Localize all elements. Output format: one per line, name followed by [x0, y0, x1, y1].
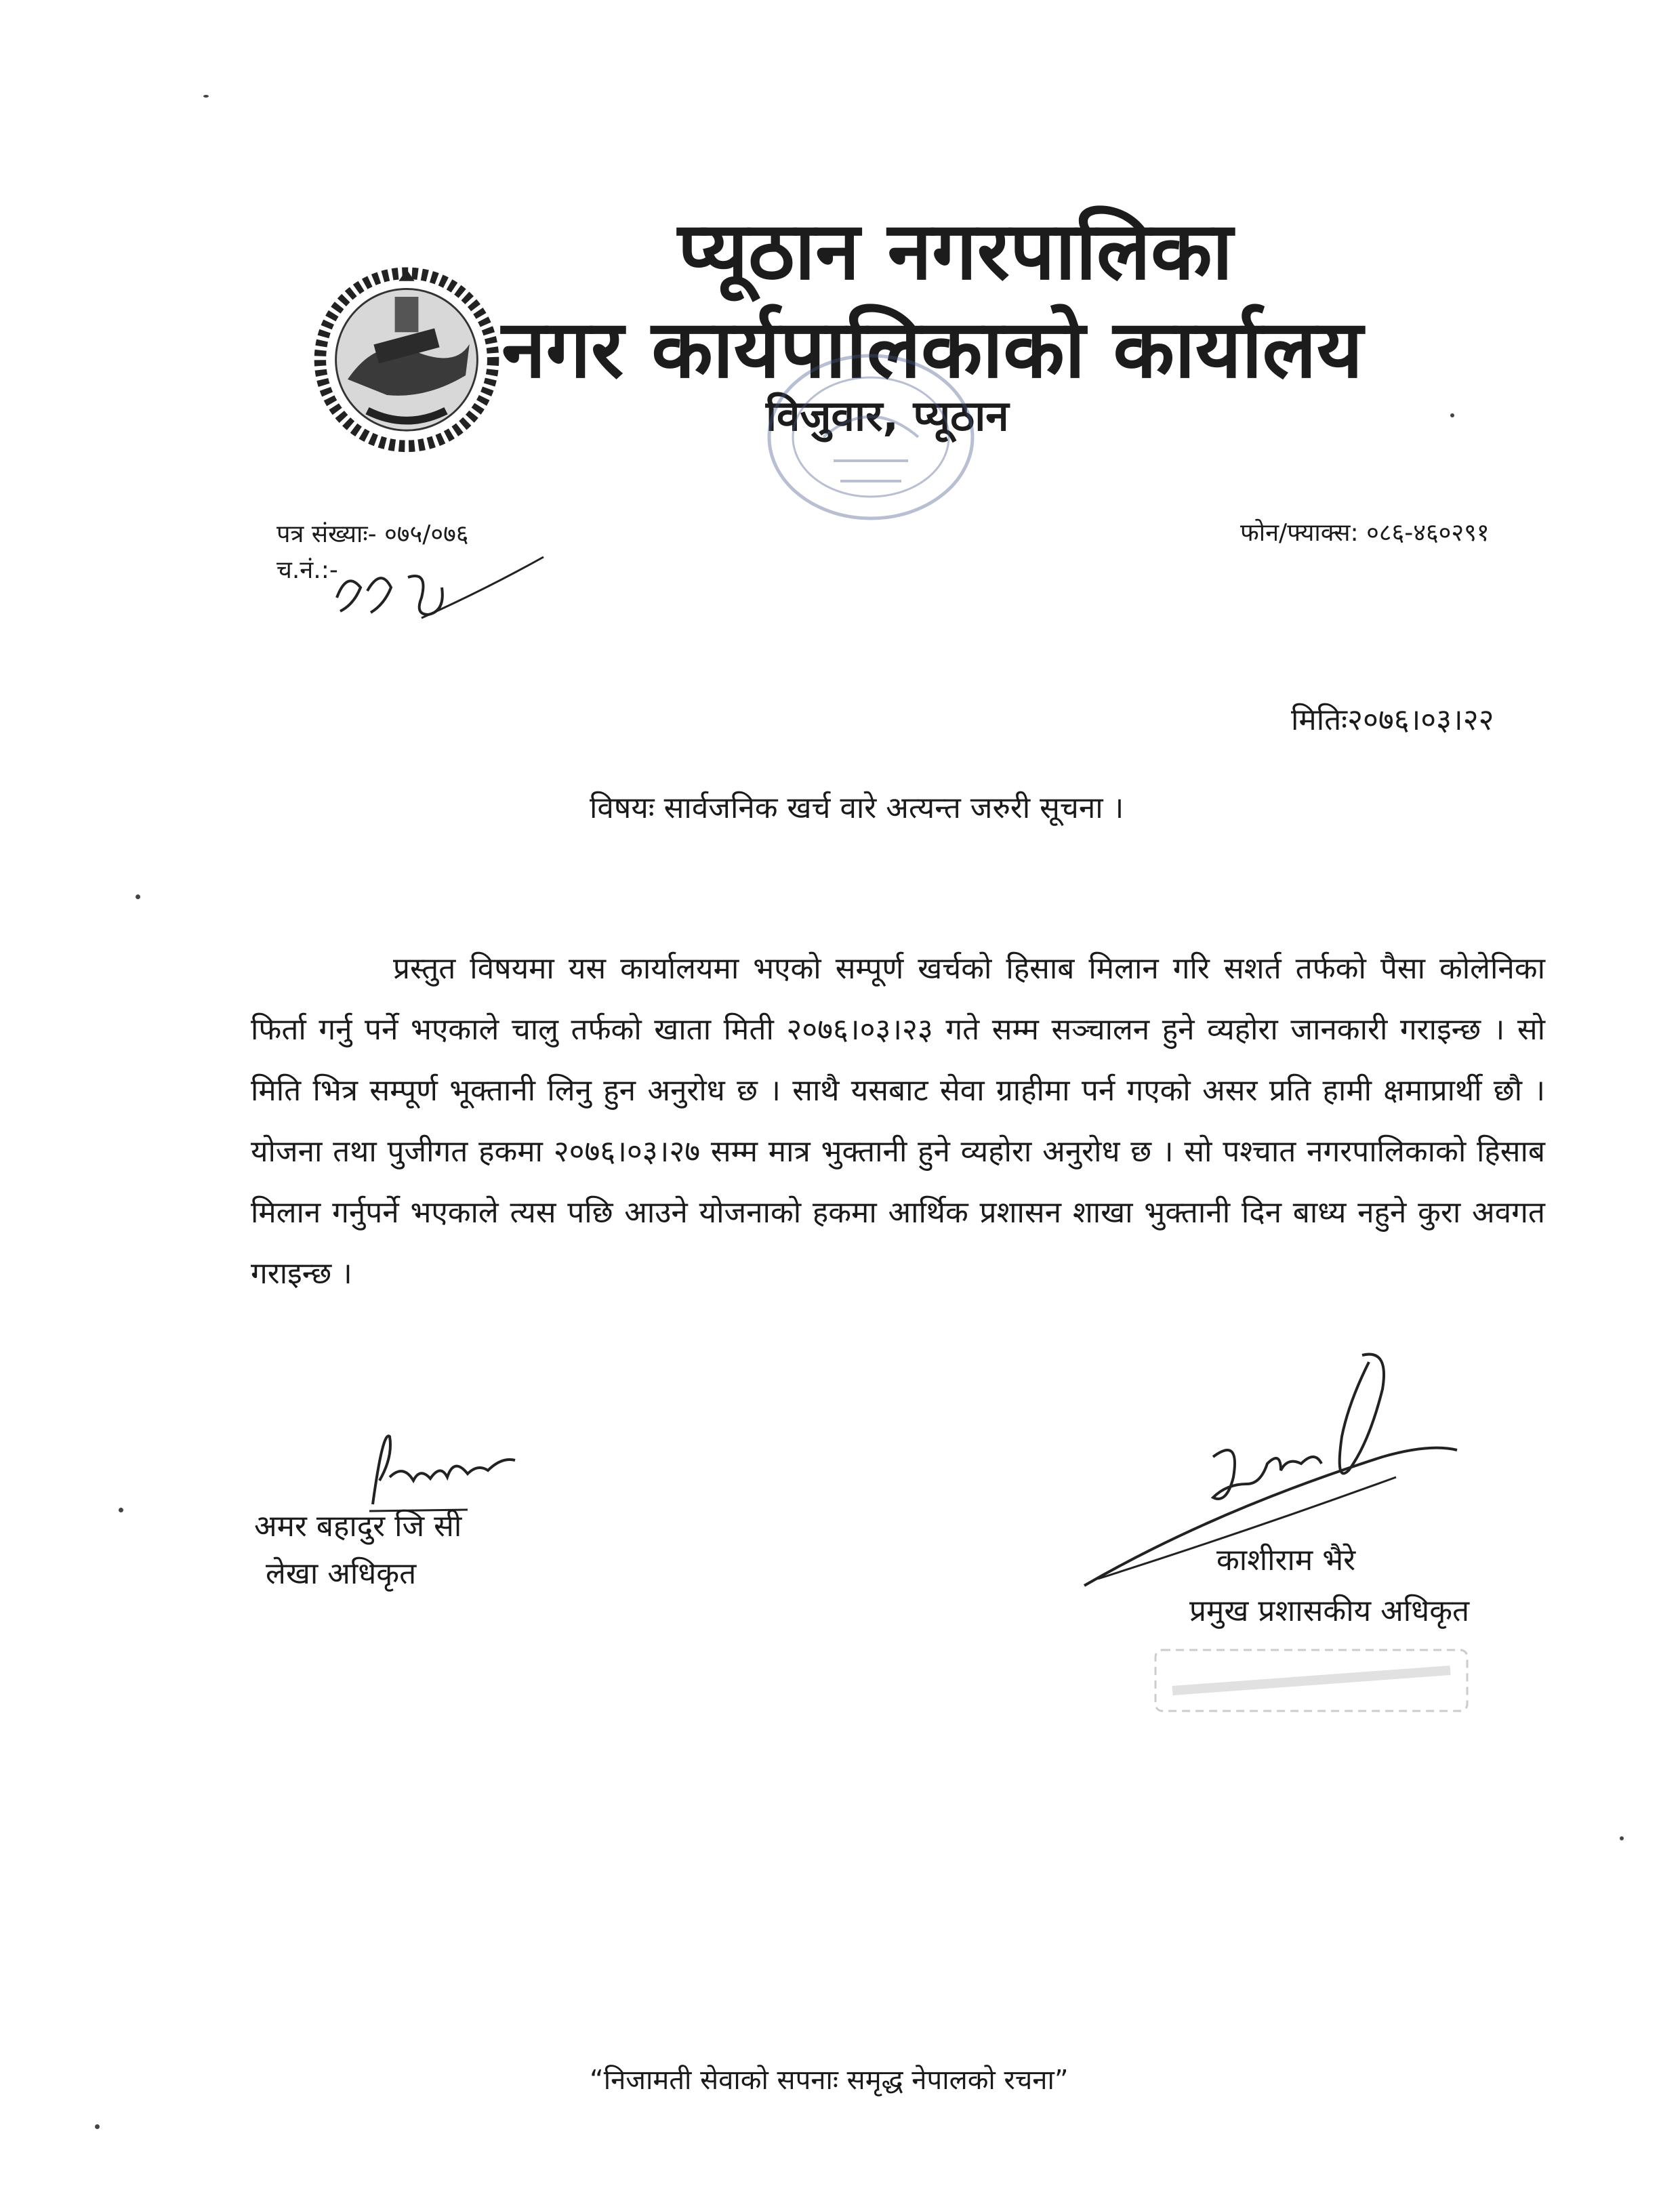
- letter-reference-number: पत्र संख्याः- ०७५/०७६: [276, 520, 469, 548]
- scan-speck: [203, 95, 209, 98]
- office-stamp: [759, 335, 983, 539]
- phone-fax: फोन/फ्याक्स: ०८६-४६०२९१: [1240, 519, 1490, 547]
- scan-speck: [95, 2124, 100, 2129]
- body-paragraph: प्रस्तुत विषयमा यस कार्यालयमा भएको सम्पूर्ण खर्चको हिसाब मिलान गरि सशर्त तर्फको पैसा कोलेनिका फिर्ता गर्नु पर्ने भएकाले चालु तर्फको खाता मिती २०७६।०३।२३ गते सम्म सञ्चालन हुने व्यहोरा जानकारी गराइन्छ । सो मिति भित्र सम्पूर्ण भूक्तानी लिनु हुन अनुरोध छ । साथै यसबाट सेवा ग्राहीमा पर्न गएको असर प्रति हामी क्षमाप्रार्थी छौ । योजना तथा पुजीगत हकमा २०७६।०३।२७ सम्म मात्र भुक्तानी हुने व्यहोरा अनुरोध छ । सो पश्चात नगरपालिकाको हिसाब मिलान गर्नुपर्ने भएकाले त्यस पछि आउने योजनाको हकमा आर्थिक प्रशासन शाखा भुक्तानी दिन बाध्य नहुने कुरा अवगत गराइन्छ ।: [251, 951, 1545, 1291]
- letterhead-address: विजुवार, प्यूठान: [766, 391, 1009, 440]
- scan-speck: [1620, 1836, 1624, 1840]
- letter-body: [251, 938, 1545, 1304]
- letter-subject: विषयः सार्वजनिक खर्च वारे अत्यन्त जरुरी सूचना ।: [590, 791, 1124, 825]
- dispatch-number-handwritten: [327, 550, 550, 625]
- signature-left: [366, 1416, 522, 1518]
- letterhead-office: नगर कार्यपालिकाको कार्यालय: [501, 302, 1364, 396]
- scan-speck: [136, 894, 140, 899]
- dispatch-number-label: च.नं.:-: [276, 556, 338, 584]
- signatory-right-title: प्रमुख प्रशासकीय अधिकृत: [1189, 1594, 1470, 1628]
- signatory-right-name: काशीराम भैरे: [1216, 1543, 1356, 1577]
- letterhead-municipality: प्यूठान नगरपालिका: [678, 204, 1233, 297]
- officer-title-stamp: [1152, 1643, 1471, 1718]
- signatory-left-title: लेखा अधिकृत: [266, 1556, 417, 1591]
- scan-speck: [1450, 413, 1454, 417]
- signatory-left-name: अमर बहादुर जि सी: [254, 1509, 462, 1544]
- nepal-emblem-logo: [308, 257, 505, 454]
- office-motto: “निजामती सेवाको सपनाः समृद्ध नेपालको रचना”: [590, 2065, 1069, 2096]
- scan-speck: [119, 1508, 123, 1512]
- letter-date: मितिः२०७६।०३।२२: [1291, 703, 1494, 737]
